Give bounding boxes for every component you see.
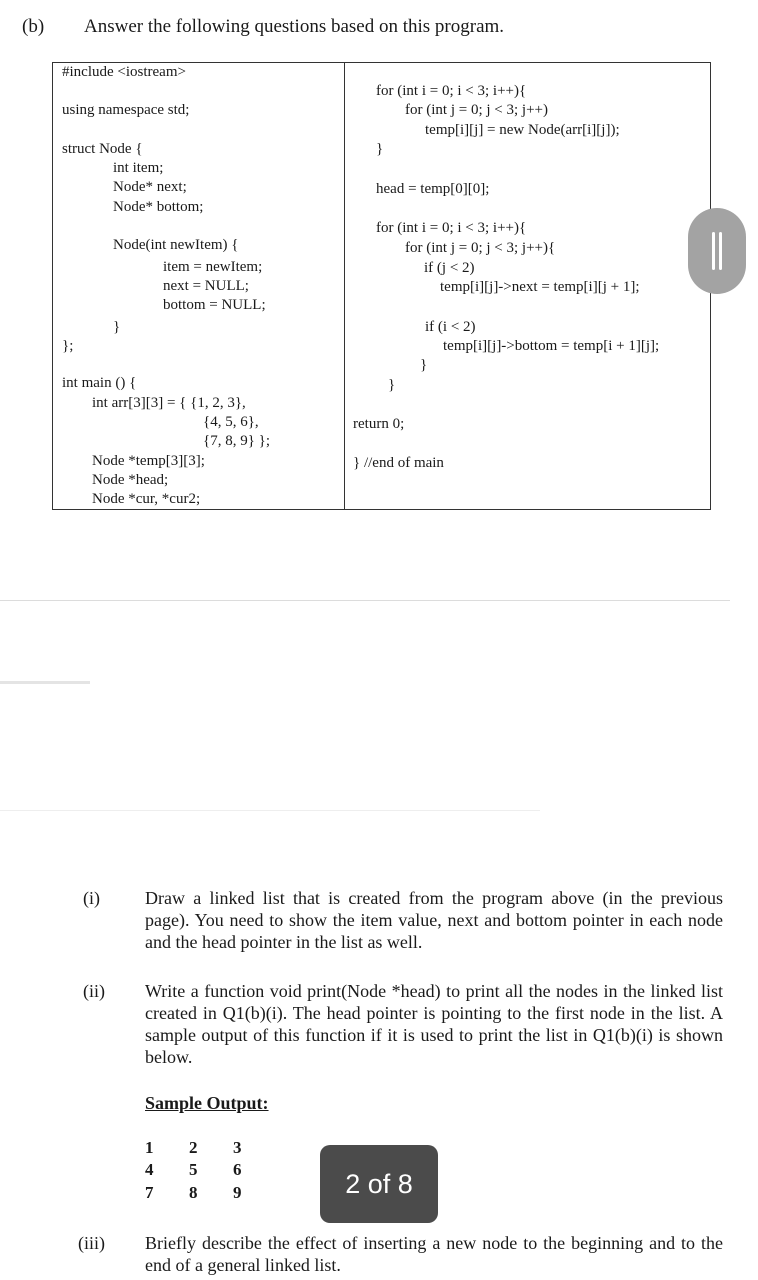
question-label: (ii) [83,981,105,1001]
code-line: if (i < 2) [425,319,476,335]
code-divider [344,62,345,510]
code-line: temp[i][j] = new Node(arr[i][j]); [425,122,620,138]
code-line: } //end of main [353,455,444,471]
code-line: if (j < 2) [424,260,475,276]
code-line: struct Node { [62,141,143,157]
code-line: int item; [113,160,164,176]
scroll-handle[interactable] [688,208,746,294]
sample-output-value: 9 [233,1183,242,1202]
code-line: for (int j = 0; j < 3; j++) [405,102,548,118]
question-text: Briefly describe the effect of inserting a new node to the beginning and to the end of a general linked list. [145,1233,723,1275]
code-line: temp[i][j]->bottom = temp[i + 1][j]; [443,338,660,354]
code-line: head = temp[0][0]; [376,181,490,197]
grip-line-icon [719,232,722,270]
sample-output-value: 5 [189,1160,198,1179]
page-break-line [0,810,540,811]
code-line: for (int i = 0; i < 3; i++){ [376,220,527,236]
code-line: next = NULL; [163,278,249,294]
question-label: (iii) [78,1233,105,1253]
code-line: Node *temp[3][3]; [92,453,205,469]
sample-output-value: 7 [145,1183,154,1202]
code-line: int arr[3][3] = { {1, 2, 3}, [92,395,246,411]
page-break-line [0,681,90,684]
page-indicator: 2 of 8 [320,1145,438,1223]
code-line: {7, 8, 9} }; [203,433,271,449]
code-line: temp[i][j]->next = temp[i][j + 1]; [440,279,640,295]
code-line: for (int i = 0; i < 3; i++){ [376,83,527,99]
sample-output-value: 1 [145,1138,154,1157]
code-line: } [420,357,428,373]
question-text: Draw a linked list that is created from the program above (in the previous page). You need to show the item value, next and bottom pointer in each node and the head pointer in the list as well. [145,888,723,952]
code-line: } [388,377,396,393]
part-label: (b) [22,16,45,37]
code-line: using namespace std; [62,102,190,118]
sample-output-value: 6 [233,1160,242,1179]
question-text: Write a function void print(Node *head) to print all the nodes in the linked list created in Q1(b)(i). The head pointer is pointing to the first node in the list. A sample output of this function if it is used to print the list in Q1(b)(i) is shown below. [145,981,723,1067]
sample-output-value: 4 [145,1160,154,1179]
sample-output-value: 3 [233,1138,242,1157]
code-line: } [113,319,121,335]
code-line: Node(int newItem) { [113,237,239,253]
page-break-line [0,600,730,601]
code-line: for (int j = 0; j < 3; j++){ [405,240,556,256]
code-line: Node* next; [113,179,187,195]
sample-output-title: Sample Output: [145,1093,269,1113]
code-line: } [376,141,384,157]
code-line: Node* bottom; [113,199,204,215]
code-line: int main () { [62,375,137,391]
code-line: bottom = NULL; [163,297,266,313]
question-label: (i) [83,888,100,908]
code-line: #include <iostream> [62,64,186,80]
code-line: Node *cur, *cur2; [92,491,201,507]
code-line: Node *head; [92,472,169,488]
instruction-text: Answer the following questions based on this program. [84,16,505,37]
sample-output-value: 8 [189,1183,198,1202]
grip-line-icon [712,232,715,270]
code-line: return 0; [353,416,405,432]
code-line: {4, 5, 6}, [203,414,259,430]
code-line: }; [62,338,74,354]
code-line: item = newItem; [163,259,263,275]
sample-output-value: 2 [189,1138,198,1157]
